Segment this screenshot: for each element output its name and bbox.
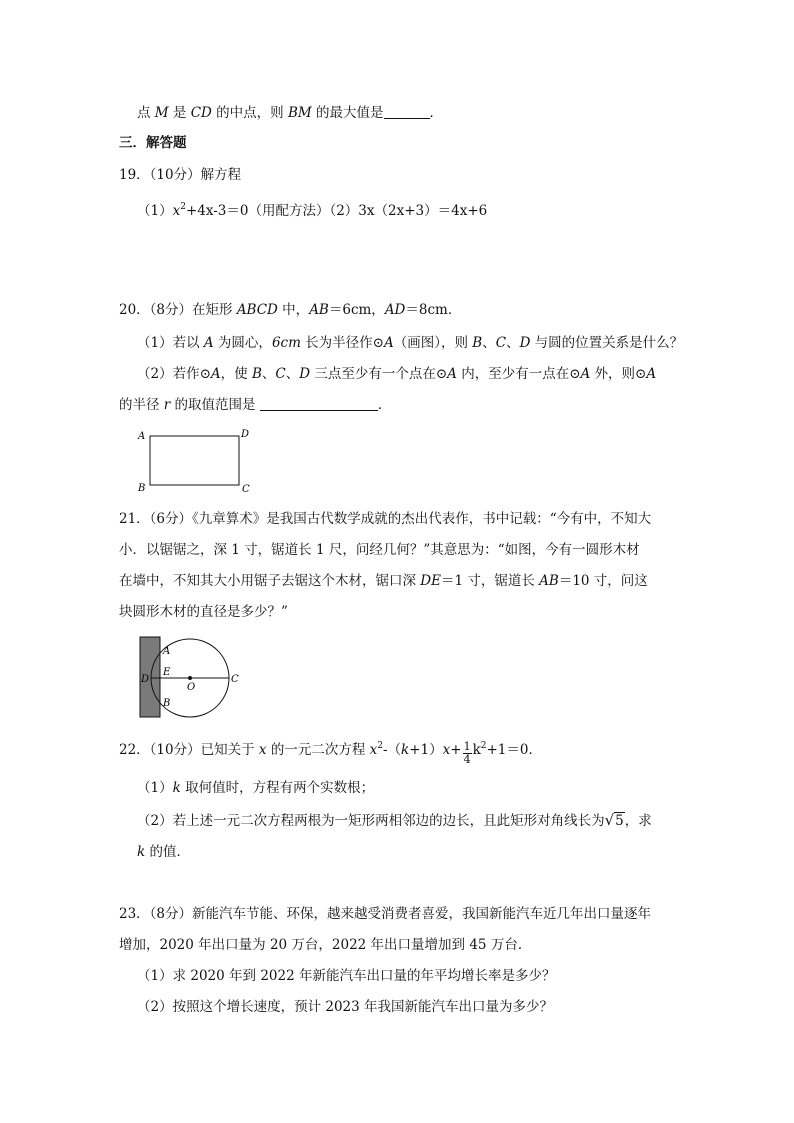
var: A [580, 366, 591, 382]
var: DE [420, 573, 441, 589]
var: D [519, 335, 531, 351]
var: B [251, 366, 262, 382]
var: 6cm [271, 335, 301, 351]
label-D: D [241, 429, 250, 440]
q22-part2 [137, 811, 652, 830]
q19-parts [137, 202, 487, 220]
q22-heading [119, 741, 542, 766]
label-O: O [187, 682, 196, 693]
text: （1） [137, 203, 173, 219]
numerator: 1 [463, 740, 471, 753]
q19-heading: 19．（10分）解方程 [119, 167, 242, 183]
q20-part1 [137, 334, 683, 352]
text: ＝6cm， [328, 302, 385, 318]
q21-line3 [119, 572, 648, 590]
text: 三点至少有一个点在⊙ [310, 366, 448, 382]
q21-line4: 块圆形木材的直径是多少？” [119, 604, 288, 620]
text: 长为半径作⊙ [300, 335, 384, 351]
prev-question-tail [137, 104, 443, 122]
var: r [163, 397, 171, 413]
text: 的一元二次方程 [266, 742, 370, 758]
var: C [495, 335, 507, 351]
q22-part2-cont [137, 843, 190, 861]
text: +1＝0． [486, 742, 542, 758]
q23-line2: 增加，2020 年出口量为 20 万台，2022 年出口量增加到 45 万台． [119, 937, 532, 953]
answer-blank [384, 105, 430, 119]
label-E: E [163, 667, 171, 678]
text: -（ [382, 742, 402, 758]
text: 取何值时，方程有两个实数根； [180, 780, 375, 796]
q23-line1: 23．（8分）新能汽车节能、环保，越来越受消费者喜爱，我国新能汽车近几年出口量逐年 [119, 906, 652, 922]
text: 、 [285, 366, 300, 382]
text: （2）若上述一元二次方程两根为一矩形两相邻边的边长，且此矩形对角线长为 [137, 813, 605, 829]
rectangle-figure [134, 426, 254, 498]
var: A [210, 366, 221, 382]
var: B [472, 335, 483, 351]
text: 、 [506, 335, 520, 351]
var: A [646, 366, 657, 382]
var: A [447, 366, 457, 382]
text: 22．（10分）已知关于 [119, 742, 259, 758]
section-title: 三．解答题 [119, 135, 187, 151]
var: AB [309, 302, 329, 318]
var: D [299, 366, 311, 382]
text: 内，至少有一点在⊙ [456, 366, 581, 382]
text: ＝1 寸，锯道长 [440, 573, 540, 589]
text: ＝8cm． [405, 302, 462, 318]
circle-wall-figure [134, 634, 250, 720]
var-CD: CD [190, 105, 212, 121]
label-B: B [163, 698, 171, 709]
label-C: C [242, 484, 250, 495]
text: 的最大值是 [311, 105, 384, 121]
text: ，求 [624, 813, 652, 829]
q20-heading [119, 301, 461, 319]
label-C: C [231, 674, 239, 685]
text: + [450, 742, 462, 758]
text: +1） [409, 742, 443, 758]
q20-part2-cont [119, 396, 391, 414]
var: x [442, 742, 451, 758]
text: ＝10 寸，问这 [558, 573, 648, 589]
text: 的半径 [119, 397, 164, 413]
text: 与圆的位置关系是什么？ [530, 335, 684, 351]
var: k [172, 780, 181, 796]
exponent: 2 [480, 741, 487, 751]
text: 20．（8分）在矩形 [119, 302, 237, 318]
text: 的取值范围是 [170, 397, 260, 413]
var: C [275, 366, 286, 382]
var: k [137, 844, 146, 860]
var-BM: BM [287, 105, 312, 121]
var: A [203, 335, 214, 351]
label-A: A [163, 646, 171, 657]
var: k [472, 742, 481, 758]
text: （1） [137, 780, 173, 796]
label-D: D [141, 674, 150, 685]
var: x [258, 742, 267, 758]
text: 的中点，则 [211, 105, 288, 121]
text: 、 [482, 335, 496, 351]
text: 点 [137, 105, 155, 121]
text: （画图），则 [393, 335, 473, 351]
rectangle-abcd [150, 436, 239, 485]
text: 在墙中，不知其大小用锯子去锯这个木材，锯口深 [119, 573, 421, 589]
q23-part1: （1）求 2020 年到 2022 年新能汽车出口量的年平均增长率是多少？ [137, 968, 556, 984]
text: 、 [261, 366, 276, 382]
fraction-one-quarter [463, 741, 472, 766]
text: （2）若作⊙ [137, 366, 211, 382]
var: AB [539, 573, 559, 589]
var: k [401, 742, 410, 758]
var: x [369, 742, 378, 758]
q21-line1: 21．（6分）《九章算术》是我国古代数学成就的杰出代表作，书中记载：“今有中，不知大 [119, 511, 652, 527]
text: 外，则⊙ [590, 366, 647, 382]
q22-part1 [137, 779, 374, 797]
text: ． [377, 397, 392, 413]
exponent: 2 [180, 202, 186, 212]
q21-line2: 小．以锯锯之，深 1 寸，锯道长 1 尺，问经几何？”其意思为：“如图，今有一圆形木材 [119, 542, 640, 558]
exponent: 2 [377, 741, 383, 751]
text: ，使 [220, 366, 252, 382]
denominator: 4 [463, 753, 471, 766]
text: 的值． [145, 844, 190, 860]
text: +4x-3＝0（用配方法）（2）3x（2x+3）＝4x+6 [185, 203, 488, 219]
label-A: A [138, 431, 146, 442]
text: 中， [277, 302, 310, 318]
text: 是 [168, 105, 191, 121]
text: 为圆心， [213, 335, 272, 351]
var-M: M [154, 105, 169, 121]
var: A [384, 335, 394, 351]
answer-blank [260, 397, 378, 411]
text: （1）若以 [137, 335, 204, 351]
center-point [188, 676, 192, 680]
var: AD [384, 302, 406, 318]
label-B: B [138, 483, 146, 494]
sqrt-sign: √ [604, 811, 615, 829]
sqrt-argument: 5 [615, 813, 624, 829]
var-x: x [172, 203, 181, 219]
var: ABCD [236, 302, 278, 318]
text: ． [429, 105, 444, 121]
q20-part2 [137, 365, 656, 383]
q23-part2: （2）按照这个增长速度，预计 2023 年我国新能汽车出口量为多少？ [137, 999, 554, 1015]
